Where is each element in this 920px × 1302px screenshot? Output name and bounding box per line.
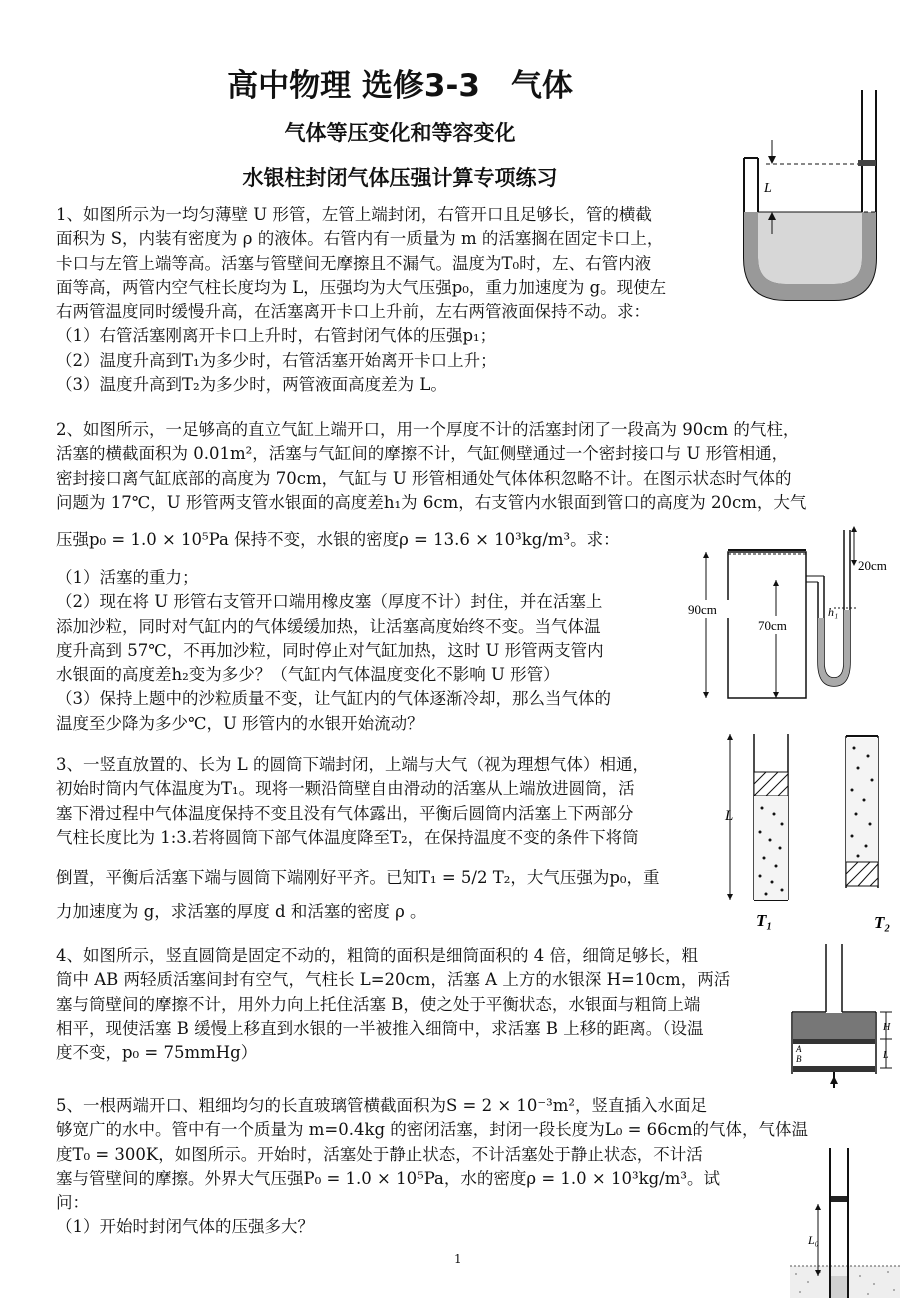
figure-u-tube [730,88,890,313]
question-3b [56,866,660,890]
q1-line: 面积为 S，内装有密度为 ρ 的液体。右管内有一质量为 m 的活塞搁在固定卡口上， [56,229,664,249]
q2-figure-label-70cm: 70cm [758,618,787,633]
question-5 [56,1094,808,1240]
question-2c [56,566,611,736]
q4-line: 塞与筒壁间的摩擦不计，用外力向上托住活塞 B，使之处于平衡状态，水银面与粗筒上端 [56,994,701,1014]
q2-line: 问题为 17℃，U 形管两支管水银面的高度差h₁为 6cm，右支管内水银面到管口的高度为 20cm，大气 [56,492,807,512]
section-title: 水银柱封闭气体压强计算专项练习 [242,166,558,190]
q3-line: 力加速度为 g，求活塞的厚度 d 和活塞的密度 ρ 。 [56,902,427,921]
q2-line: 水银面的高度差h₂变为多少？（气缸内气体温度变化不影响 U 形管） [56,665,560,685]
q1-line: 右两管温度同时缓慢升高，在活塞离开卡口上升前，左右两管液面保持不动。求： [56,302,650,322]
page-number: 1 [454,1252,462,1266]
q3-line: 塞下滑过程中气体温度保持不变且没有气体露出，平衡后圆筒内活塞上下两部分 [56,803,634,823]
question-2 [56,418,806,515]
q3-figure-label-t2: T₂ [874,913,891,932]
q3-line: 气柱长度比为 1:3.若将圆筒下部气体温度降至T₂，在保持温度不变的条件下将筒 [56,827,639,847]
q2-figure-label-h1: h₁ [828,605,839,619]
question-2b [56,528,620,552]
q3-line: 倒置，平衡后活塞下端与圆筒下端刚好平齐。已知T₁ = 5/2 T₂，大气压强为p₀，重 [56,868,660,887]
q4-figure-label-h: H [883,1022,891,1033]
q2-line: 添加沙粒，同时对气缸内的气体缓缓加热，让活塞高度始终不变。当气体温 [56,616,601,636]
q5-line: 塞与管壁间的摩擦。外界大气压强P₀ = 1.0 × 10⁵Pa，水的密度ρ = 1.0 × 10³kg/m³。试 [56,1168,720,1188]
q5-line: （1）开始时封闭气体的压强多大？ [56,1217,314,1237]
figure-two-pistons [782,942,902,1092]
q3-figure-label-t1: T₁ [756,911,773,930]
q2-line: 压强p₀ = 1.0 × 10⁵Pa 保持不变，水银的密度ρ = 13.6 × 10³kg/m³。求： [56,530,620,549]
q2-line: 温度至少降为多少℃，U 形管内的水银开始流动？ [56,713,424,733]
question-4 [56,944,730,1065]
q5-line: 够宽广的水中。管中有一个质量为 m=0.4kg 的密闭活塞，封闭一段长度为L₀ = 66cm的气体，气体温 [56,1120,809,1140]
question-1 [56,203,666,397]
figure-cylinder-u-tube [684,522,906,702]
q4-figure-label-l: L [883,1050,889,1061]
q3-figure-label-length: L [725,808,734,824]
q2-line: 密封接口离气缸底部的高度为 70cm，气缸与 U 形管相通处气体体积忽略不计。在图示状态时气体的 [56,468,792,488]
q2-line: 2、如图所示，一足够高的直立气缸上端开口，用一个厚度不计的活塞封闭了一段高为 90cm 的气柱， [56,420,800,439]
q2-line: （1）活塞的重力； [56,568,199,587]
q5-line: 度T₀ = 300K，如图所示。开始时，活塞处于静止状态，不计活塞处于静止状态，不计活 [56,1144,703,1164]
q1-line: 卡口与左管上端等高。活塞与管壁间无摩擦且不漏气。温度为T₀时，左、右管内液 [56,253,652,273]
page-title: 高中物理 选修3-3 气体 [227,68,573,104]
q1-figure-label: L [764,181,772,196]
page-subtitle: 气体等压变化和等容变化 [284,121,516,145]
q1-line: 面等高，两管内空气柱长度均为 L，压强均为大气压强p₀，重力加速度为 g。现使左 [56,277,667,297]
q5-figure-label: L₀ [808,1233,819,1247]
question-3 [56,753,649,850]
q2-line: （2）现在将 U 形管右支管开口端用橡皮塞（厚度不计）封住，并在活塞上 [56,592,603,612]
figure-glass-tube [790,1148,900,1298]
q4-line: 4、如图所示，竖直圆筒是固定不动的，粗筒的面积是细筒面积的 4 倍，细筒足够长，粗 [56,946,698,965]
q2-line: 度升高到 57℃，不再加沙粒，同时停止对气缸加热，这时 U 形管两支管内 [56,640,604,660]
q1-line: 1、如图所示为一均匀薄壁 U 形管，左管上端封闭，右管开口且足够长，管的横截 [56,205,652,224]
q1-line: （3）温度升高到T₂为多少时，两管液面高度差为 L。 [56,375,447,395]
q4-figure-label-a: A [796,1044,802,1054]
q1-line: （2）温度升高到T₁为多少时，右管活塞开始离开卡口上升； [56,350,497,370]
q2-figure-label-90cm: 90cm [688,602,717,617]
q2-figure-label-20cm: 20cm [858,558,887,573]
q3-line: 3、一竖直放置的、长为 L 的圆筒下端封闭，上端与大气（视为理想气体）相通， [56,755,649,774]
q2-line: （3）保持上题中的沙粒质量不变，让气缸内的气体逐渐冷却，那么当气体的 [56,689,611,709]
q4-figure-label-b: B [796,1054,802,1064]
q3-line: 初始时筒内气体温度为T₁。现将一颗沿筒壁自由滑动的活塞从上端放进圆筒，活 [56,779,635,799]
q4-line: 筒中 AB 两轻质活塞间封有空气，气柱长 L=20cm，活塞 A 上方的水银深 H=10cm，两活 [56,970,731,990]
q5-line: 问： [56,1193,89,1213]
q2-line: 活塞的横截面积为 0.01m²，活塞与气缸间的摩擦不计，气缸侧壁通过一个密封接口与 U 形管相通， [56,444,789,464]
q4-line: 相平，现使活塞 B 缓慢上移直到水银的一半被推入细筒中，求活塞 B 上移的距离。（设温 [56,1018,704,1038]
q5-line: 5、一根两端开口、粗细均匀的长直玻璃管横截面积为S = 2 × 10⁻³m²，竖直插入水面足 [56,1096,708,1115]
question-3c [56,900,427,924]
q4-line: 度不变，p₀ = 75mmHg） [56,1043,258,1063]
q1-line: （1）右管活塞刚离开卡口上升时，右管封闭气体的压强p₁； [56,326,497,346]
figure-cylinders [712,728,908,936]
